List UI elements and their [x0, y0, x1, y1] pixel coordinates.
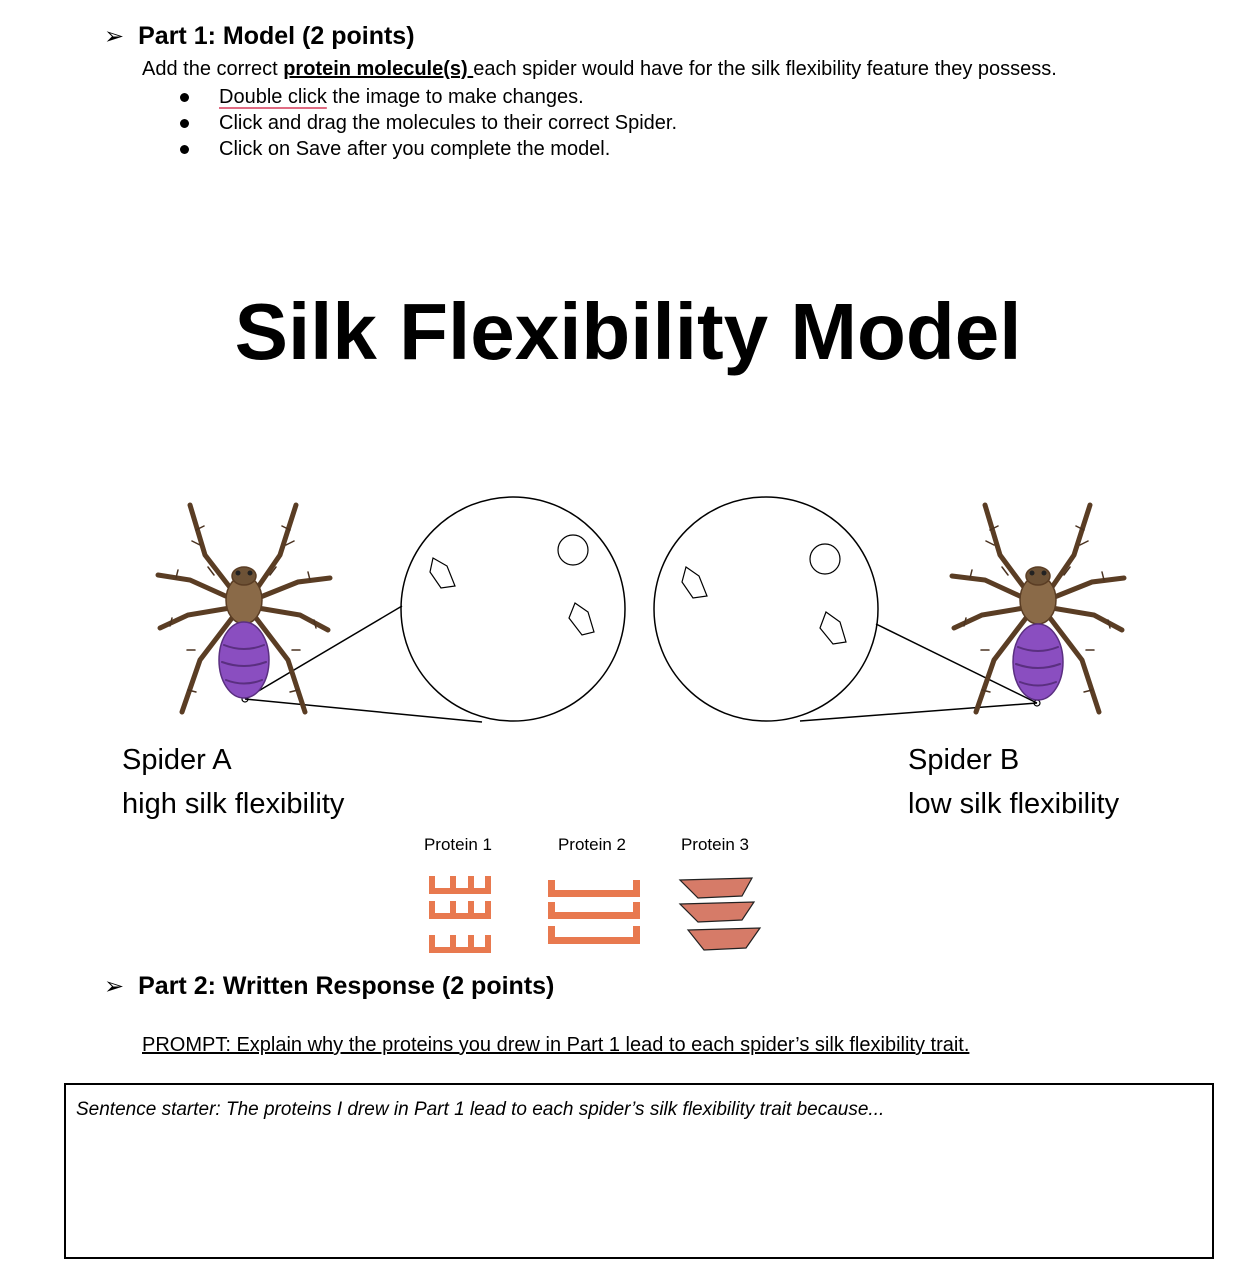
spider-a-name: Spider A	[122, 744, 232, 776]
protein-3-molecule[interactable]	[680, 878, 760, 950]
spider-a-trait: high silk flexibility	[122, 788, 345, 820]
part1-instruction	[142, 58, 1057, 81]
list-item	[180, 136, 677, 162]
spider-b-illustration	[952, 505, 1124, 712]
zoom-line	[800, 703, 1037, 721]
spider-a-illustration	[158, 505, 330, 712]
circle-molecule-icon	[558, 535, 588, 565]
zoom-line	[245, 699, 482, 722]
response-text-box[interactable]	[64, 1083, 1214, 1259]
circle-molecule-icon	[810, 544, 840, 574]
bullet-dot-icon	[180, 93, 189, 102]
list-item	[180, 84, 677, 110]
protein-molecules	[420, 870, 770, 960]
arrow-bullet-icon: ➢	[104, 973, 125, 1000]
model-title: Silk Flexibility Model	[234, 287, 1022, 376]
bullet-dot-icon	[180, 119, 189, 128]
part1-heading	[104, 22, 415, 51]
part2-heading	[104, 972, 554, 1001]
protein-2-label: Protein 2	[557, 835, 627, 854]
arrow-bullet-icon: ➢	[104, 23, 125, 50]
protein-3-label: Protein 3	[680, 835, 750, 854]
part2-heading-text: Part 2: Written Response (2 points)	[138, 972, 555, 1000]
protein-2-molecule[interactable]	[548, 880, 640, 944]
zoom-circle-a[interactable]	[401, 497, 625, 721]
instruction-text-end: each spider would have for the silk flexibility feature they possess.	[473, 58, 1057, 80]
spider-b-name: Spider B	[908, 744, 1020, 776]
spider-b-trait: low silk flexibility	[908, 788, 1120, 820]
zoom-circle-b[interactable]	[654, 497, 878, 721]
bullet-text: the image to make changes.	[326, 86, 584, 108]
protein-1-molecule[interactable]	[429, 876, 491, 953]
part1-heading-text: Part 1: Model (2 points)	[138, 22, 415, 50]
bullet-text: Click and drag the molecules to their correct Spider.	[219, 112, 677, 134]
sentence-starter[interactable]: Sentence starter: The proteins I drew in Part 1 lead to each spider’s silk flexibility trait because...	[76, 1099, 885, 1120]
protein-1-label: Protein 1	[423, 835, 493, 854]
spellcheck-flagged-text: Double click	[219, 86, 327, 108]
instruction-list	[180, 84, 677, 162]
protein-molecules-emphasis: protein molecule(s)	[283, 58, 474, 80]
bullet-text: Click on Save after you complete the model.	[219, 138, 611, 160]
prompt-text: PROMPT: Explain why the proteins you drew in Part 1 lead to each spider’s silk flexibility trait.	[142, 1034, 970, 1056]
list-item	[180, 110, 677, 136]
silk-model-drawing[interactable]	[0, 470, 1256, 760]
bullet-dot-icon	[180, 145, 189, 154]
instruction-text: Add the correct	[142, 58, 284, 80]
